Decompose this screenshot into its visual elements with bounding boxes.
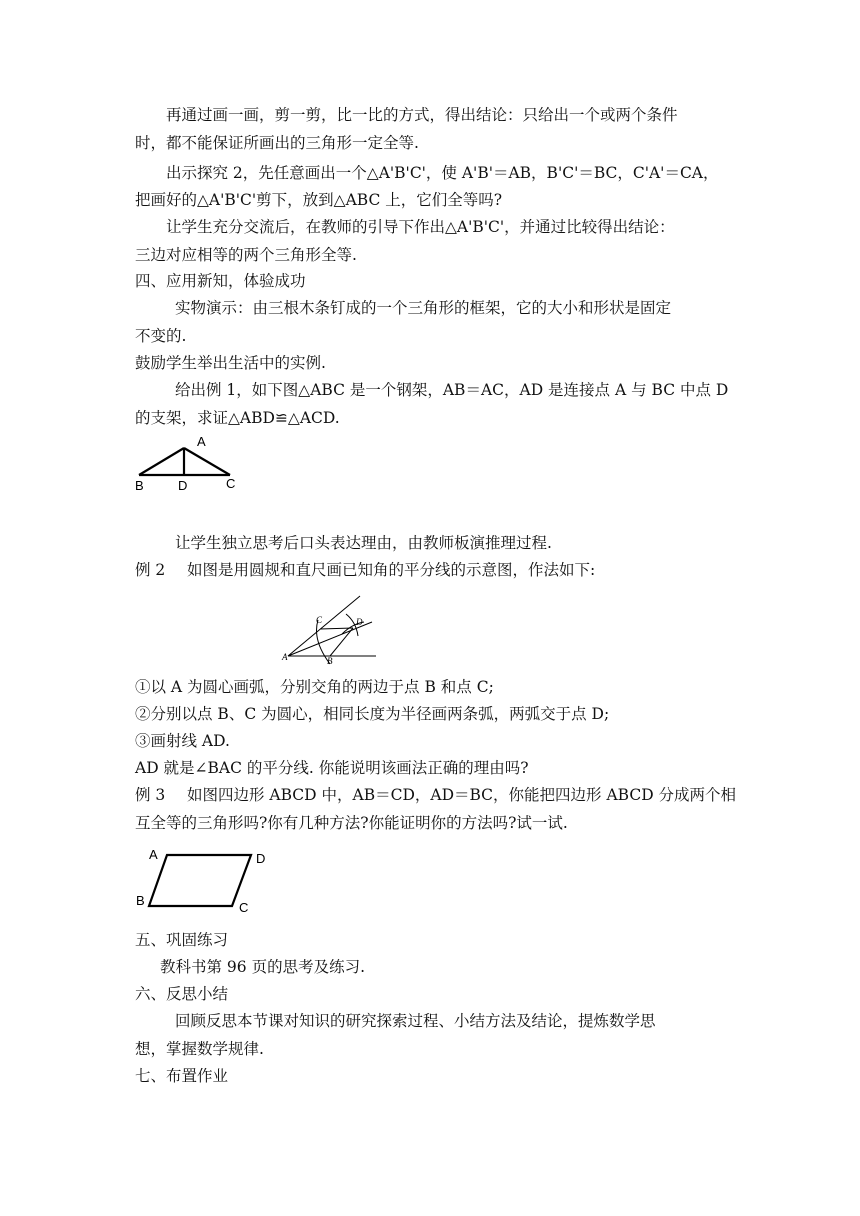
example-2-text: 如图是用圆规和直尺画已知角的平分线的示意图，作法如下: [187,561,596,579]
paragraph-1-line-2: 时，都不能保证所画出的三角形一定全等. [135,134,419,152]
paragraph-3-line-1: 让学生充分交流后，在教师的引导下作出△A'B'C'，并通过比较得出结论： [166,218,675,236]
fig1-label-c: C [226,476,236,491]
paragraph-4-line-1: 实物演示：由三根木条钉成的一个三角形的框架，它的大小和形状是固定 [175,299,672,317]
figure-angle-bisector [288,596,376,664]
section-heading-4: 四、应用新知，体验成功 [135,272,306,290]
example-3-tag: 例 3 [135,786,166,804]
paragraph-6-line-2: 的支架，求证△ABD≌△ACD. [135,409,340,427]
section-heading-6: 六、反思小结 [135,985,229,1003]
example-2-tag: 例 2 [135,561,166,579]
fig1-label-b: B [135,478,144,493]
section-heading-5: 五、巩固练习 [135,931,229,949]
fig3-label-c: C [239,900,249,915]
fig3-label-b: B [136,893,145,908]
fig3-label-a: A [149,847,158,862]
fig1-label-a: A [197,434,206,449]
step-3: ③画射线 AD. [135,732,230,750]
paragraph-2-line-1: 出示探究 2，先任意画出一个△A'B'C'，使 A'B'＝AB，B'C'＝BC，C'A'＝CA， [166,164,719,182]
fig2-label-c: C [316,615,323,625]
fig3-label-d: D [256,851,266,866]
step-2: ②分别以点 B、C 为圆心，相同长度为半径画两条弧，两弧交于点 D; [135,705,610,723]
fig2-label-b: B [327,656,333,666]
example-3-line-2: 互全等的三角形吗?你有几种方法?你能证明你的方法吗?试一试. [135,814,568,832]
example-3-line-1: 如图四边形 ABCD 中，AB＝CD，AD＝BC，你能把四边形 ABCD 分成两个相 [187,786,737,804]
step-1: ①以 A 为圆心画弧，分别交角的两边于点 B 和点 C; [135,678,494,696]
paragraph-10-line-2: 想，掌握数学规律. [135,1040,264,1058]
paragraph-2-line-2: 把画好的△A'B'C'剪下，放到△ABC 上，它们全等吗? [135,191,503,209]
paragraph-1-line-1: 再通过画一画，剪一剪，比一比的方式，得出结论：只给出一个或两个条件 [166,106,678,124]
paragraph-9: 教科书第 96 页的思考及练习. [160,958,366,976]
paragraph-6-line-1: 给出例 1，如下图△ABC 是一个钢架，AB＝AC，AD 是连接点 A 与 BC 中点 D [175,381,729,399]
paragraph-10-line-1: 回顾反思本节课对知识的研究探索过程、小结方法及结论，提炼数学思 [175,1012,656,1030]
paragraph-5: 鼓励学生举出生活中的实例. [135,354,326,372]
section-heading-7: 七、布置作业 [135,1067,229,1085]
paragraph-8: AD 就是∠BAC 的平分线. 你能说明该画法正确的理由吗? [135,759,529,777]
paragraph-4-line-2: 不变的. [135,327,187,345]
paragraph-3-line-2: 三边对应相等的两个三角形全等. [135,246,357,264]
paragraph-7: 让学生独立思考后口头表达理由，由教师板演推理过程. [175,534,552,552]
fig1-label-d: D [178,478,188,493]
fig2-label-a: A [282,652,288,662]
fig2-label-d: D [356,617,363,627]
